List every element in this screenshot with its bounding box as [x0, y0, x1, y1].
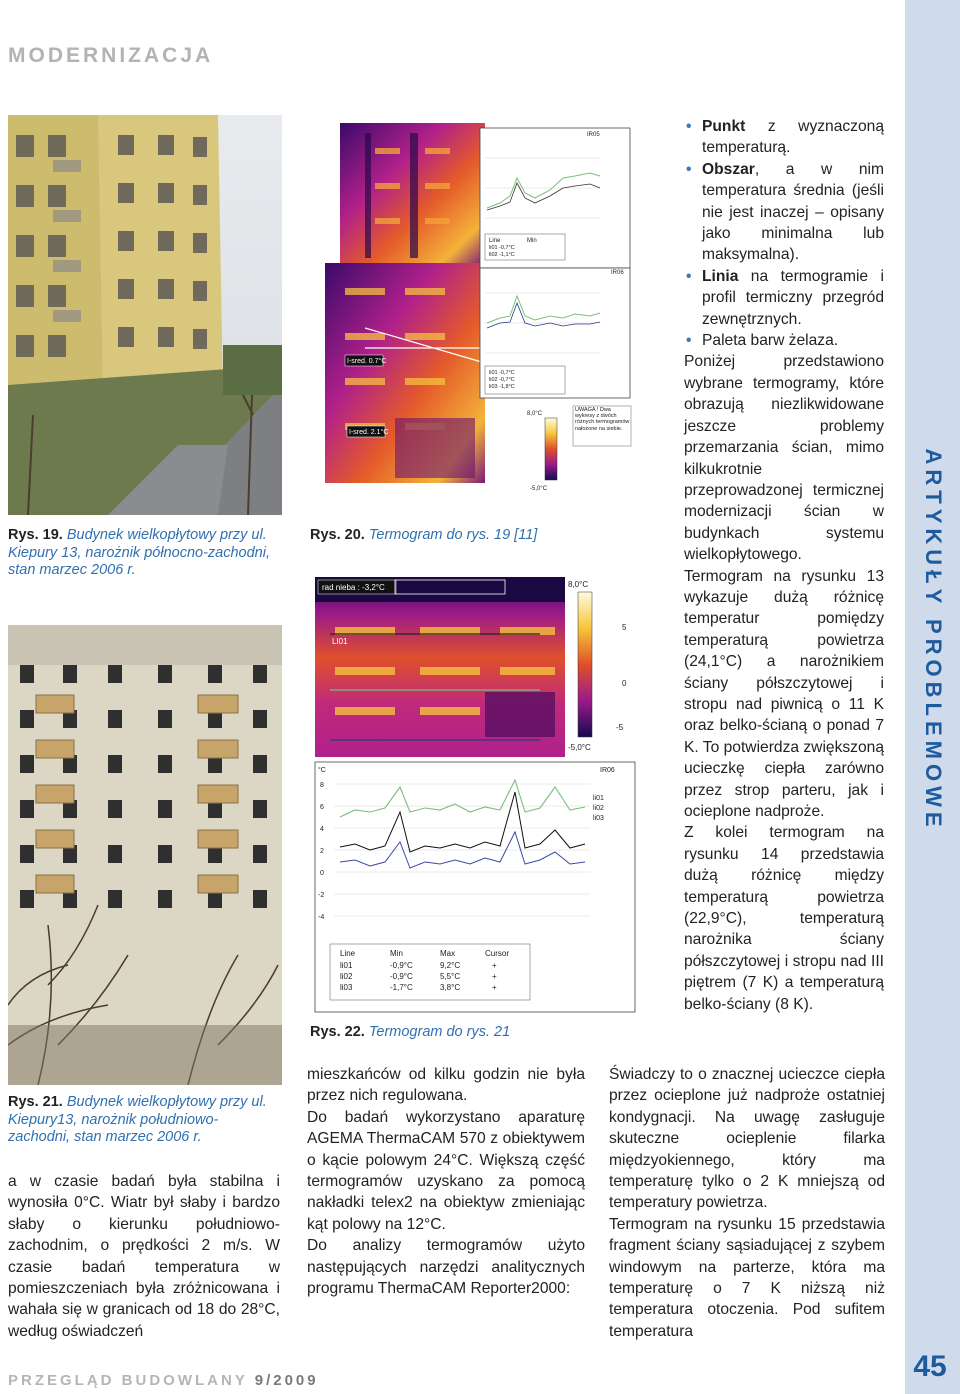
- therm22-r2c4: +: [492, 972, 497, 981]
- therm20-row-top-1: li01 -0,7°C: [489, 245, 515, 251]
- therm22-head-min: Min: [390, 949, 403, 958]
- right-paragraph-1: Poniżej przedstawiono wybrane termogramy, które obrazują niezlikwidowane jeszcze problemy przemarzania ścian, mimo kilkukrotnie przeprowadzonej termicznej modernizacji ścian w budynkach systemu wielkopłytowego.: [684, 353, 884, 564]
- therm20-table-min: Min: [527, 238, 537, 244]
- therm22-head-cursor: Cursor: [485, 949, 510, 958]
- right-paragraph-2: Termogram na rysunku 13 wykazuje dużą różnicę temperatur pomiędzy temperaturą powietrza (24,1°C) a narożnikiem ściany półszczytowej i stropu nad piwnicą o 11 K oraz belko-ścianą o ponad 7 K. To potwierdza zwiększoną ucieczkę ciepła zarówno przez strop parteru, jak i ocieplone nadproże.: [684, 567, 884, 820]
- caption-rys22-label: Rys. 22.: [310, 1024, 365, 1040]
- therm22-r2c1: li02: [340, 972, 353, 981]
- therm22-r3c2: -1,7°C: [390, 983, 413, 992]
- section-title: MODERNIZACJA: [8, 44, 214, 67]
- therm22-tick-0: 0: [622, 679, 627, 688]
- middle-paragraph-2: Do badań wykorzystano aparaturę AGEMA ThermaCAM 570 z obiektywem o kącie polowym 24°C. Większą część termogramów uzyskano za pomocą nakładki telex2 na obiektyw zmieniając kąt polowy na 12°C.: [307, 1108, 585, 1233]
- tools-item-bold: Punkt: [702, 118, 746, 135]
- tools-item-bold: Obszar: [702, 160, 755, 178]
- therm20-spot2: I-sred. 2.1°C: [349, 429, 389, 436]
- caption-rys20-text: Termogram do rys. 19 [11]: [368, 527, 538, 543]
- therm20-row-mid-2: li02 -0,7°C: [489, 377, 515, 383]
- therm22-scale-max: 8,0°C: [568, 580, 589, 589]
- caption-rys22: [310, 1024, 630, 1042]
- left-paragraph: a w czasie badań była stabilna i wynosiła 0°C. Wiatr był słaby i bardzo słaby o kierunku południowo-zachodnim, o prędkości 2 m/s. W czasie badań temperatura w pomieszczeniach była zróżnicowana i wahała się w granicach od 18 do 28°C, według oświadczeń: [8, 1173, 280, 1340]
- therm22-r1c2: -0,9°C: [390, 961, 413, 970]
- therm22-unit: °C: [318, 767, 326, 774]
- left-column-text: [8, 1171, 280, 1342]
- therm22-r3c3: 3,8°C: [440, 983, 461, 992]
- therm20-row-top-2: li02 -1,1°C: [489, 252, 515, 258]
- caption-rys21-text: Budynek wielkopłytowy przy ul. Kiepury13, narożnik południowo-zachodni, stan marzec 2006 r.: [8, 1094, 267, 1145]
- caption-rys20: [310, 527, 630, 545]
- right-paragraph-3b: Świadczy to o znacznej ucieczce ciepła przez ocieplone już nadproże ostatniej kondygnacji. Na uwagę zasługuje skuteczne ocieplenie filarka międzyokiennego, który ma temperaturę tylko o 2 K mniejszą od temperatury powietrza.: [609, 1066, 885, 1212]
- tools-list-item: [684, 330, 884, 351]
- footer-issue: 9/2009: [254, 1372, 319, 1389]
- therm22-legend-3: li03: [593, 815, 604, 822]
- therm22-ytick-6: 6: [320, 804, 324, 811]
- tools-list-item: [684, 266, 884, 330]
- footer-journal-name: PRZEGLĄD BUDOWLANY: [8, 1372, 248, 1389]
- caption-rys22-text: Termogram do rys. 21: [368, 1024, 511, 1040]
- middle-paragraph-1: mieszkańców od kilku godzin nie była przez nich regulowana.: [307, 1066, 585, 1105]
- therm22-li01: LI01: [332, 637, 348, 646]
- right-paragraph-3a: Z kolei termogram na rysunku 14 przedstawia dużą różnicę między temperaturą powietrza (22,9°C), temperaturą narożnika ściany półszczytowej i stropu nad III piętrem (7 K) a temperaturą belko-ściany (8 K).: [684, 824, 884, 1013]
- therm22-legend-2: li02: [593, 805, 604, 812]
- right-wide-text: [609, 1064, 885, 1342]
- caption-rys19-label: Rys. 19.: [8, 527, 63, 543]
- side-label: ARTYKUŁY PROBLEMOWE: [920, 448, 946, 832]
- therm22-legend-1: li01: [593, 795, 604, 802]
- therm22-scale-min: -5,0°C: [568, 743, 591, 752]
- therm22-tick-m5: -5: [616, 723, 624, 732]
- therm20-scale-bar: [545, 418, 557, 480]
- tools-list-item: [684, 116, 884, 159]
- therm22-scale-bar: [578, 592, 592, 737]
- right-paragraph-4: Termogram na rysunku 15 przedstawia fragment ściany sąsiadującej z szybem windowym na parterze, która ma temperaturę o 7 K niższą niż temperatura otoczenia. Pod sufitem temperatura: [609, 1215, 885, 1340]
- therm22-ytick-4: 4: [320, 826, 324, 833]
- therm22-r1c4: +: [492, 961, 497, 970]
- therm22-ytick-8: 8: [320, 782, 324, 789]
- caption-rys19: [8, 527, 278, 580]
- caption-rys21: [8, 1094, 278, 1147]
- therm20-ir-mid: IR06: [611, 270, 624, 276]
- therm20-row-mid-1: li01 -0,7°C: [489, 370, 515, 376]
- caption-rys21-label: Rys. 21.: [8, 1094, 63, 1110]
- therm22-ytick-2: 2: [320, 848, 324, 855]
- photo-building-nw: [8, 115, 282, 515]
- therm20-row-mid-3: li03 -1,8°C: [489, 384, 515, 390]
- therm22-r1c3: 9,2°C: [440, 961, 461, 970]
- footer-journal: [8, 1372, 319, 1389]
- therm22-r3c4: +: [492, 983, 497, 992]
- middle-paragraph-3: Do analizy termogramów użyto następujących narzędzi analitycznych programu ThermaCAM Reporter2000:: [307, 1237, 585, 1298]
- page-number: 45: [913, 1350, 947, 1383]
- therm20-table-line: Line: [489, 238, 501, 244]
- tools-list-item: [684, 159, 884, 266]
- thermogram-rys20: [305, 118, 635, 513]
- therm22-ytick-0: 0: [320, 870, 324, 877]
- therm22-tick-5: 5: [622, 623, 627, 632]
- tools-item-bold: Linia: [702, 267, 739, 285]
- therm20-spot1: I-sred. 0.7°C: [347, 358, 387, 365]
- caption-rys19-text: Budynek wielkopłytowy przy ul. Kiepury 13, narożnik północno-zachodni, stan marzec 2006 r.: [8, 527, 270, 578]
- therm20-scale-min: -5,0°C: [530, 486, 548, 492]
- therm22-r2c2: -0,9°C: [390, 972, 413, 981]
- therm22-r3c1: li03: [340, 983, 353, 992]
- tools-item-text: na termogramie i profil termiczny przegród zewnętrznych.: [702, 267, 884, 328]
- therm22-ir: IR06: [600, 767, 615, 774]
- therm22-ytick-m4: -4: [318, 914, 325, 921]
- therm22-r1c1: li01: [340, 961, 353, 970]
- tools-item-text: , a w nim temperatura średnia (jeśli nie jest inaczej – opisany jako minimalna lub maksymalna).: [702, 160, 884, 264]
- tools-item-text: Paleta barw żelaza.: [702, 332, 839, 350]
- therm22-rad: rad nieba : -3,2°C: [322, 583, 385, 592]
- side-label-wrap: [905, 0, 960, 1394]
- caption-rys20-label: Rys. 20.: [310, 527, 365, 543]
- photo-building-sw: [8, 625, 282, 1085]
- tools-list: [684, 116, 884, 351]
- therm22-head-line: Line: [340, 949, 356, 958]
- therm20-ir-top: IR05: [587, 132, 600, 138]
- therm22-head-max: Max: [440, 949, 456, 958]
- therm20-scale-max: 8,0°C: [527, 411, 543, 417]
- thermogram-rys22: [310, 572, 640, 1017]
- right-column-text: [684, 116, 884, 1015]
- tools-item-text: z wyznaczoną temperaturą.: [702, 118, 884, 157]
- therm22-ytick-m2: -2: [318, 892, 325, 899]
- therm20-note: UWAGA ! Dwa wykresy z dwóch różnych termogramów nałożone na siebie.: [575, 407, 630, 432]
- therm22-r2c3: 5,5°C: [440, 972, 461, 981]
- middle-column-text: [307, 1064, 585, 1299]
